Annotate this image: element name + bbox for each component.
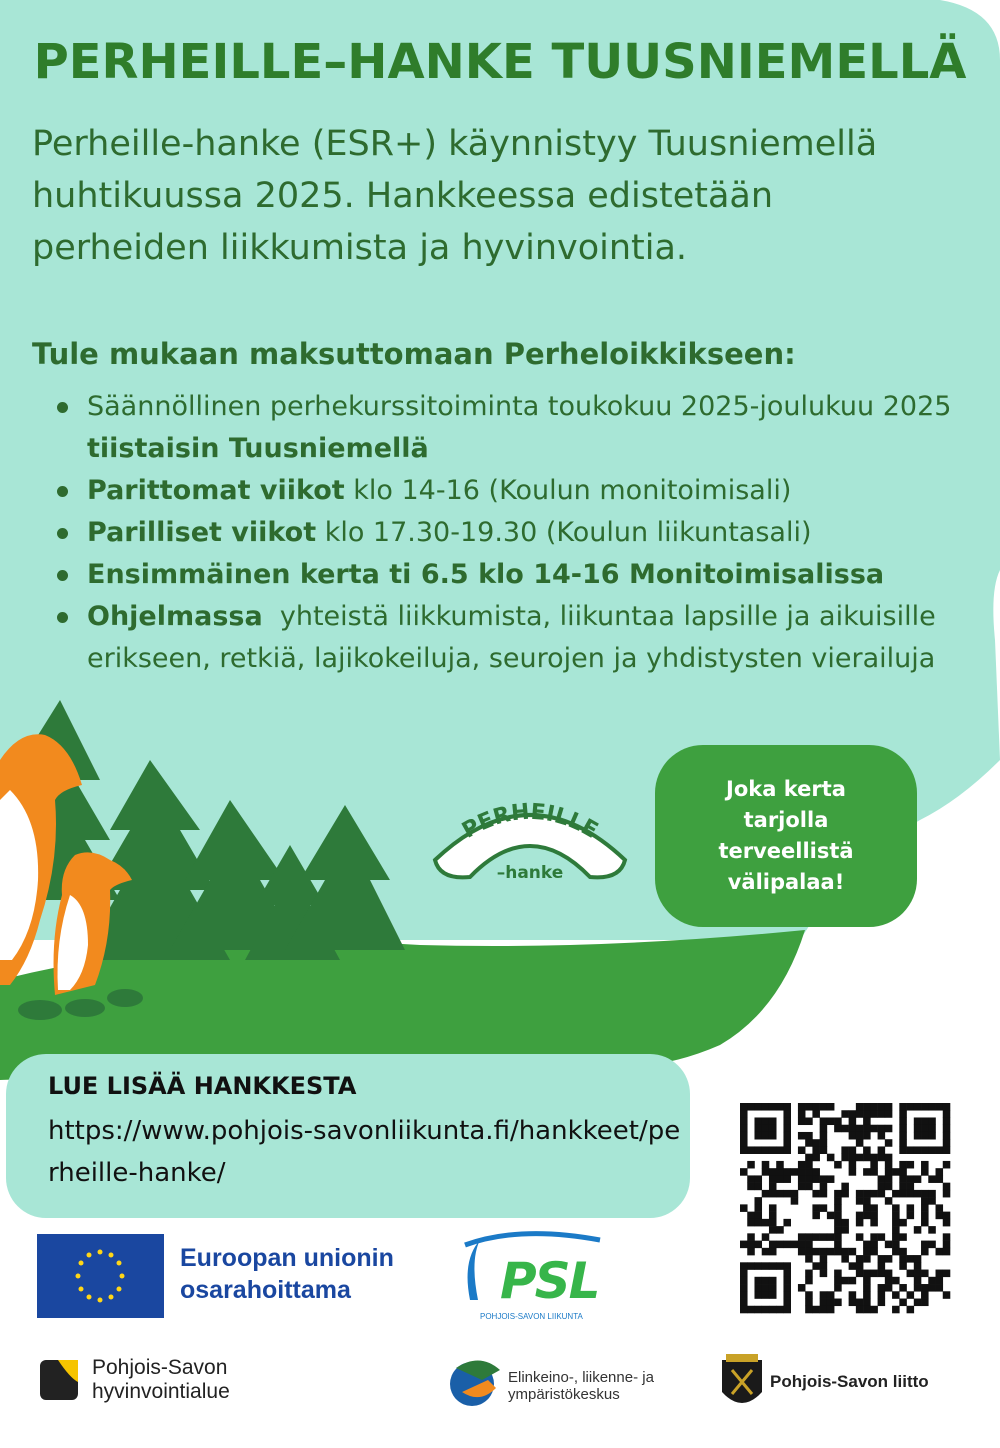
list-item: Ensimmäinen kerta ti 6.5 klo 14-16 Monitoimisalissa [55,554,975,596]
list-item: Säännöllinen perhekurssitoiminta toukokuu 2025-joulukuu 2025 tiistaisin Tuusniemellä [55,386,975,470]
ely-line1: Elinkeino-, liikenne- ja [508,1369,654,1386]
liitto-name: Pohjois-Savon liitto [770,1372,929,1391]
bullet-list [55,386,975,680]
psl-subtitle: POHJOIS-SAVON LIIKUNTA [480,1312,583,1321]
perheille-logo-text [430,790,630,890]
list-item: Ohjelmassa yhteistä liikkumista, liikuntaa lapsille ja aikuisille erikseen, retkiä, lajikokeiluja, seurojen ja yhdistysten vierailuja [55,596,975,680]
ely-line2: ympäristökeskus [508,1386,620,1403]
page-title: PERHEILLE–HANKE TUUSNIEMELLÄ [33,34,967,90]
perheille-word: PERHEILLE [458,799,602,844]
bubble-line: terveellistä [718,839,854,863]
snack-bubble [655,745,917,927]
ely-text [508,1369,654,1403]
pshva-line1: Pohjois-Savon [92,1356,228,1379]
read-more-link[interactable]: https://www.pohjois-savonliikunta.fi/hankkeet/perheille-hanke/ [48,1116,681,1188]
read-more-title: LUE LISÄÄ HANKKESTA [48,1072,357,1100]
intro-paragraph: Perheille-hanke (ESR+) käynnistyy Tuusniemellä huhtikuussa 2025. Hankkeessa edistetään perheiden liikkumista ja hyvinvointia. [32,124,878,268]
ely-logo [450,1360,500,1406]
pshva-line2: hyvinvointialue [92,1380,230,1403]
eu-line1: Euroopan unionin [180,1244,394,1272]
pshva-text [92,1356,230,1404]
list-item: Parilliset viikot klo 17.30-19.30 (Koulun liikuntasali) [55,512,975,554]
bubble-line: välipalaa! [727,870,845,894]
bubble-line: tarjolla [743,808,829,832]
list-item: Parittomat viikot klo 14-16 (Koulun monitoimisali) [55,470,975,512]
bubble-line: Joka kerta [726,777,846,801]
eu-flag-icon [37,1234,164,1318]
eu-funding-text [180,1242,394,1306]
subheading: Tule mukaan maksuttomaan Perheloikkikseen: [32,337,796,371]
liitto-crest [722,1354,762,1403]
eu-line2: osarahoittama [180,1276,351,1304]
hanke-word: –hanke [496,863,564,883]
svg-text:PERHEILLE [458,800,602,844]
psl-letters: PSL [500,1252,599,1310]
qr-code [740,1103,950,1313]
pshva-logo [40,1360,78,1400]
